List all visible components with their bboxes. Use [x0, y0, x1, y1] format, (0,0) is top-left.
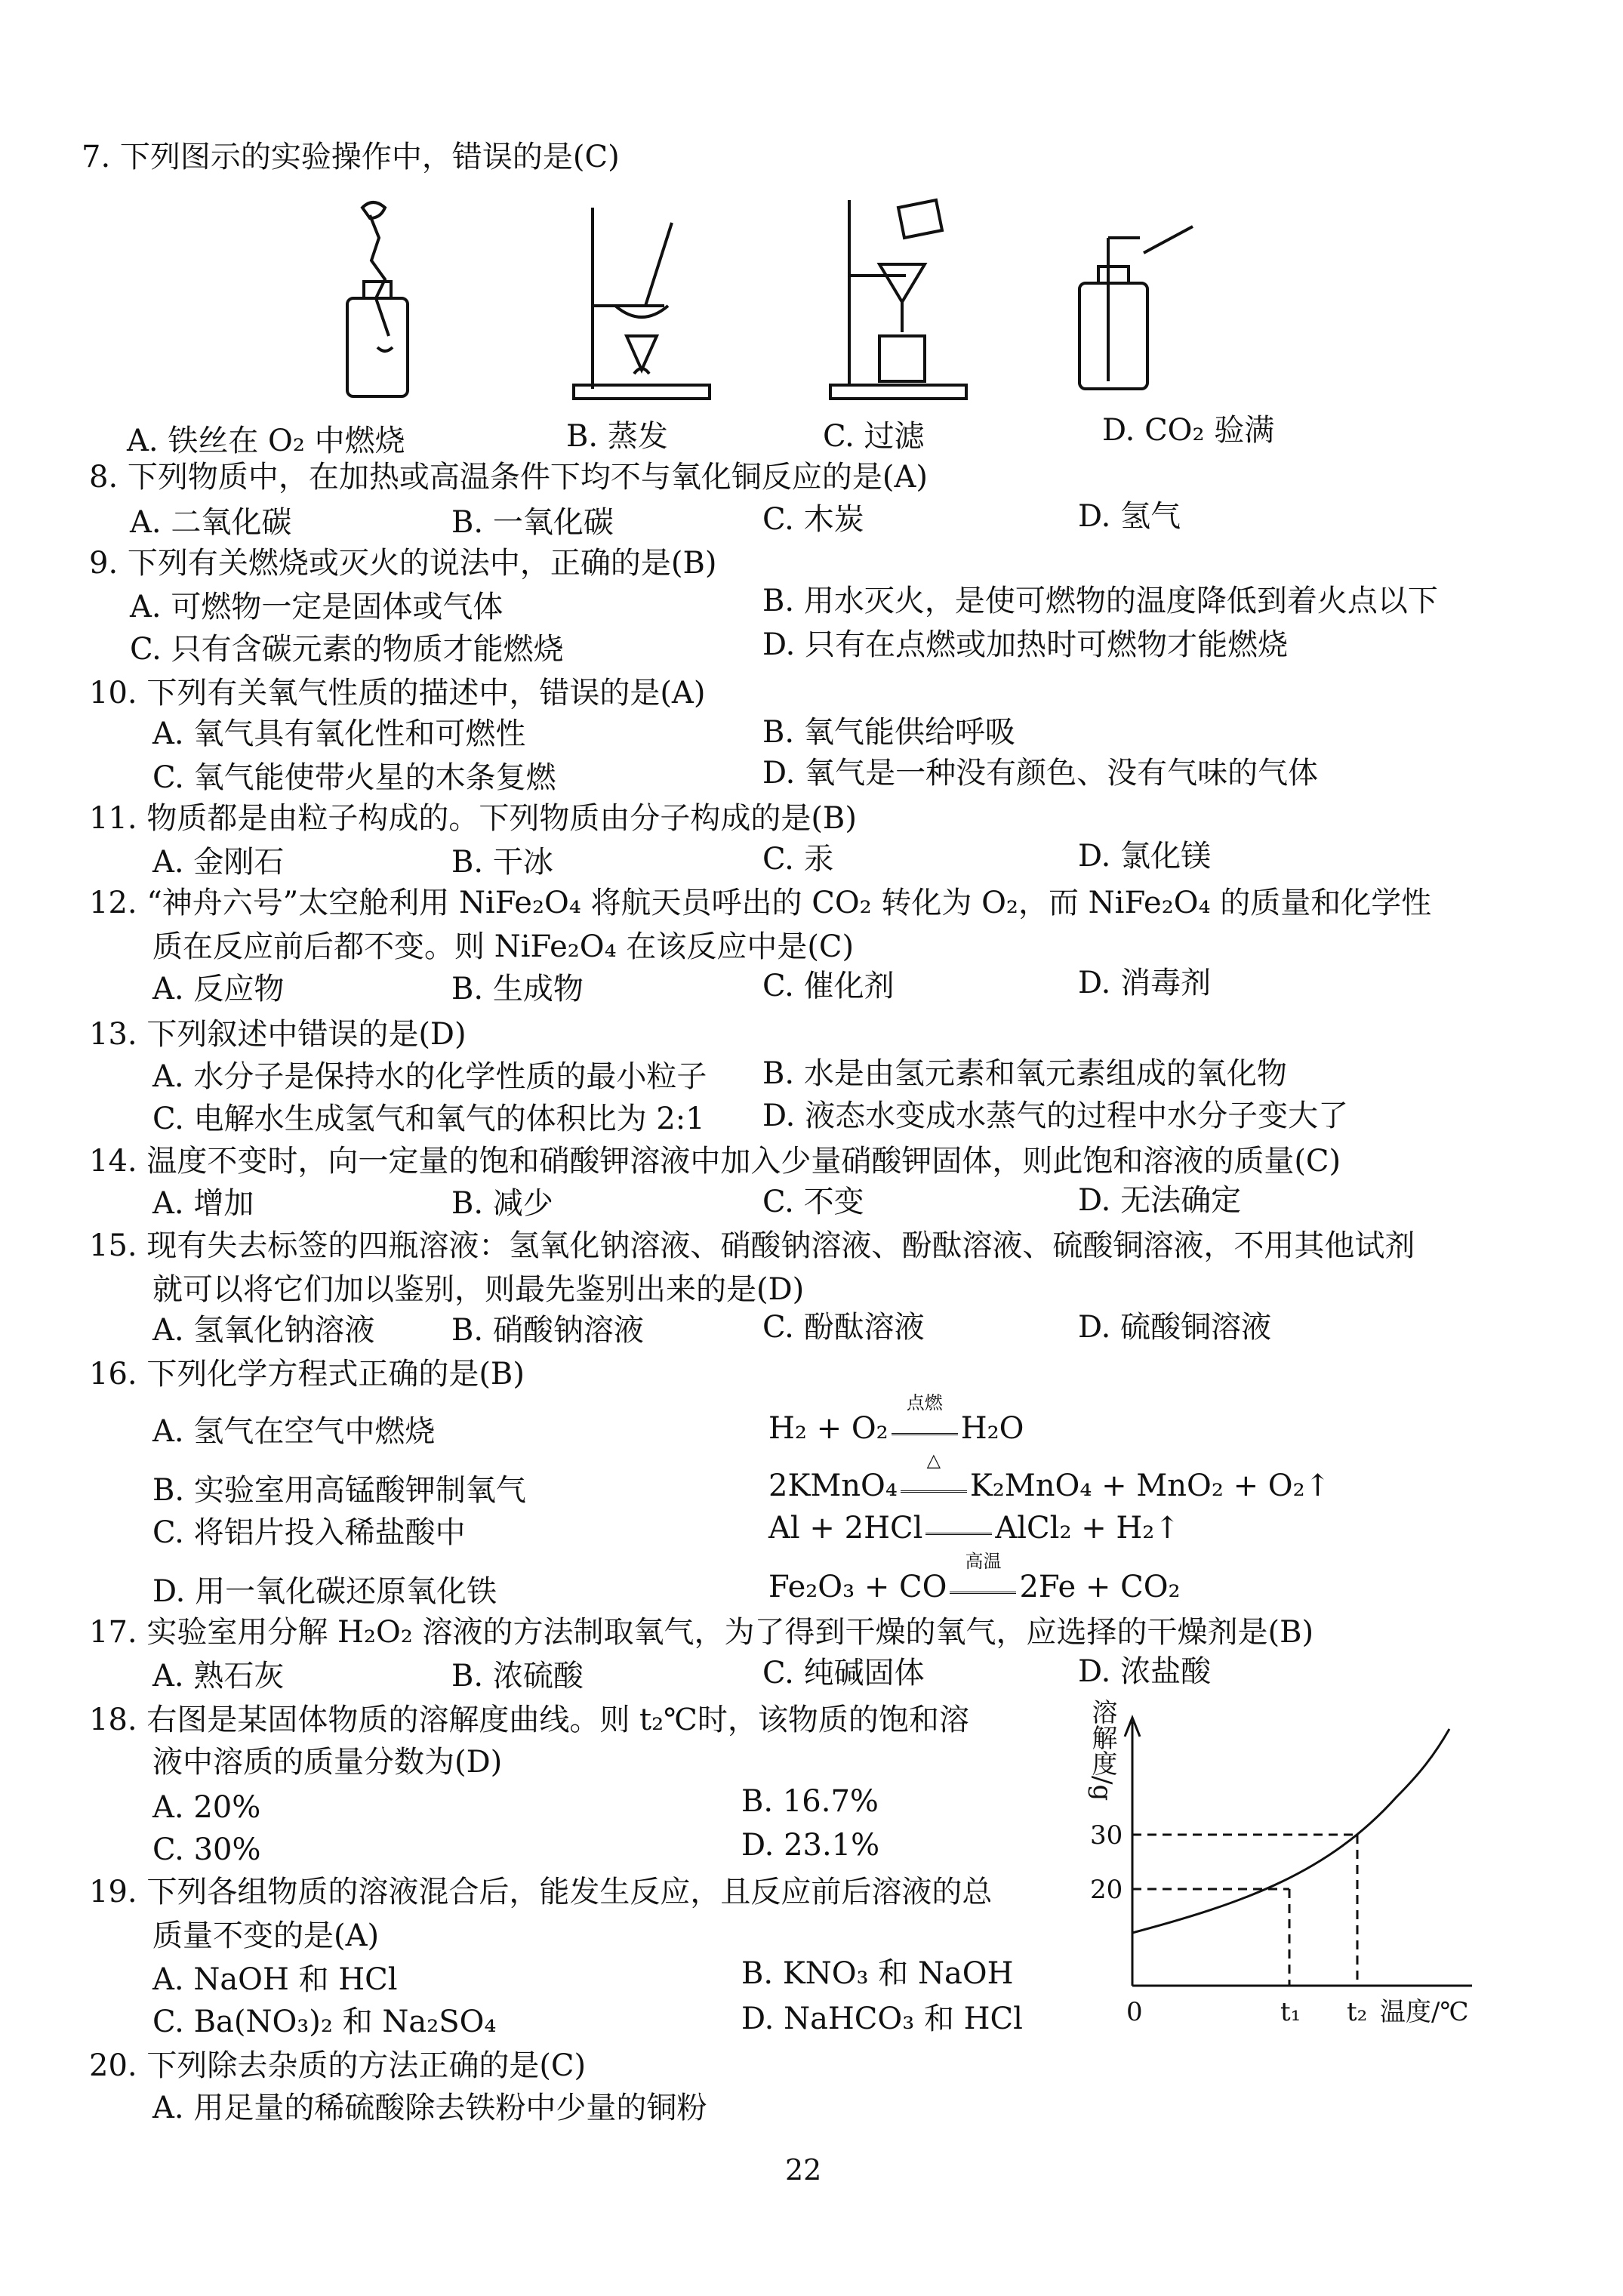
- solubility-curve-graph: [1079, 1684, 1517, 2039]
- q13-option-a: A. 水分子是保持水的化学性质的最小粒子: [152, 1059, 707, 1094]
- q7-option-a: A. 铁丝在 O₂ 中燃烧: [127, 424, 405, 458]
- eq-d-right: 2Fe + CO₂: [1019, 1570, 1181, 1604]
- q10-option-d: D. 氧气是一种没有颜色、没有气味的气体: [762, 756, 1319, 791]
- q19-option-b: B. KNO₃ 和 NaOH: [741, 1956, 1014, 1991]
- q16-equation-c: [768, 1507, 1180, 1549]
- q12-option-c: C. 催化剂: [762, 969, 895, 1003]
- graph-ytick-20: 20: [1090, 1875, 1123, 1905]
- q7-option-b: B. 蒸发: [566, 419, 668, 454]
- q10-option-b: B. 氧气能供给呼吸: [762, 715, 1015, 750]
- q9-option-c: C. 只有含碳元素的物质才能燃烧: [130, 632, 564, 667]
- graph-ylabel: 溶解度/g: [1087, 1699, 1117, 1801]
- q16-equation-a: [768, 1392, 1024, 1450]
- q16-option-c: C. 将铝片投入稀盐酸中: [152, 1515, 466, 1550]
- eq-a-condition: 点燃: [906, 1392, 943, 1413]
- q11-stem: 11. 物质都是由粒子构成的。下列物质由分子构成的是(B): [89, 801, 857, 836]
- q13-option-d: D. 液态水变成水蒸气的过程中水分子变大了: [762, 1099, 1349, 1133]
- iron-wire-bottle-icon: [347, 202, 408, 396]
- q15-option-b: B. 硝酸钠溶液: [451, 1313, 644, 1348]
- eq-c-left: Al + 2HCl: [768, 1511, 923, 1546]
- q10-stem: 10. 下列有关氧气性质的描述中，错误的是(A): [89, 676, 706, 710]
- graph-ytick-30: 30: [1090, 1820, 1123, 1851]
- q9-option-a: A. 可燃物一定是固体或气体: [130, 590, 504, 624]
- q15-stem-line1: 15. 现有失去标签的四瓶溶液：氢氧化钠溶液、硝酸钠溶液、酚酞溶液、硫酸铜溶液，不用其他试剂: [89, 1228, 1415, 1263]
- graph-xlabel: 温度/℃: [1380, 1997, 1469, 2027]
- q18-option-c: C. 30%: [152, 1832, 261, 1867]
- q15-option-d: D. 硫酸铜溶液: [1078, 1310, 1272, 1345]
- q10-option-a: A. 氧气具有氧化性和可燃性: [152, 717, 526, 751]
- q9-option-b: B. 用水灭火，是使可燃物的温度降低到着火点以下: [762, 584, 1438, 618]
- q11-option-d: D. 氯化镁: [1078, 839, 1212, 874]
- q8-option-d: D. 氢气: [1078, 499, 1181, 534]
- q8-option-c: C. 木炭: [762, 502, 864, 537]
- eq-a-left: H₂ + O₂: [768, 1411, 888, 1446]
- eq-c-arrow: [925, 1510, 992, 1538]
- q14-option-a: A. 增加: [152, 1186, 254, 1221]
- eq-d-left: Fe₂O₃ + CO: [768, 1570, 947, 1604]
- q7-stem: 7. 下列图示的实验操作中，错误的是(C): [82, 140, 620, 174]
- graph-xtick-t2: t₂: [1347, 1997, 1368, 2027]
- graph-xtick-t1: t₁: [1280, 1997, 1301, 2027]
- q11-option-c: C. 汞: [762, 842, 834, 877]
- q17-option-b: B. 浓硫酸: [451, 1659, 584, 1693]
- q14-option-c: C. 不变: [762, 1185, 864, 1219]
- q18-option-a: A. 20%: [152, 1790, 261, 1825]
- q8-option-a: A. 二氧化碳: [130, 505, 292, 540]
- q16-option-a: A. 氢气在空气中燃烧: [152, 1414, 436, 1449]
- q16-option-b: B. 实验室用高锰酸钾制氧气: [152, 1473, 526, 1508]
- eq-a-arrow: [892, 1392, 958, 1438]
- q12-stem-line2: 质在反应前后都不变。则 NiFe₂O₄ 在该反应中是(C): [152, 929, 855, 964]
- q14-option-b: B. 减少: [451, 1186, 553, 1221]
- q18-stem-line2: 液中溶质的质量分数为(D): [152, 1745, 503, 1780]
- q9-stem: 9. 下列有关燃烧或灭火的说法中，正确的是(B): [89, 546, 717, 581]
- eq-d-condition: 高温: [965, 1551, 1002, 1572]
- solubility-curve: [1132, 1729, 1449, 1933]
- q8-option-b: B. 一氧化碳: [451, 505, 614, 540]
- q20-option-a: A. 用足量的稀硫酸除去铁粉中少量的铜粉: [152, 2091, 707, 2125]
- q12-option-a: A. 反应物: [152, 972, 285, 1006]
- q14-stem: 14. 温度不变时，向一定量的饱和硝酸钾溶液中加入少量硝酸钾固体，则此饱和溶液的质量(C): [89, 1144, 1341, 1179]
- q16-equation-b: [768, 1450, 1331, 1507]
- q13-option-b: B. 水是由氢元素和氧元素组成的氧化物: [762, 1056, 1287, 1091]
- q19-option-a: A. NaOH 和 HCl: [152, 1962, 398, 1997]
- eq-b-right: K₂MnO₄ + MnO₂ + O₂↑: [969, 1469, 1331, 1503]
- q12-stem-line1: 12. “神舟六号”太空舱利用 NiFe₂O₄ 将航天员呼出的 CO₂ 转化为 O₂，而 NiFe₂O₄ 的质量和化学性: [89, 886, 1432, 920]
- q12-option-b: B. 生成物: [451, 972, 584, 1006]
- q18-option-b: B. 16.7%: [741, 1784, 879, 1819]
- q12-option-d: D. 消毒剂: [1078, 966, 1212, 1000]
- eq-b-condition: △: [926, 1450, 941, 1471]
- q13-option-c: C. 电解水生成氢气和氧气的体积比为 2:1: [152, 1102, 705, 1136]
- q20-stem: 20. 下列除去杂质的方法正确的是(C): [89, 2048, 587, 2083]
- q19-stem-line2: 质量不变的是(A): [152, 1918, 380, 1953]
- q15-option-c: C. 酚酞溶液: [762, 1310, 925, 1345]
- q9-option-d: D. 只有在点燃或加热时可燃物才能燃烧: [762, 627, 1289, 662]
- q16-option-d: D. 用一氧化碳还原氧化铁: [152, 1574, 497, 1609]
- q11-option-b: B. 干冰: [451, 845, 553, 880]
- q17-option-a: A. 熟石灰: [152, 1659, 285, 1693]
- q10-option-c: C. 氧气能使带火星的木条复燃: [152, 760, 556, 795]
- q15-option-a: A. 氢氧化钠溶液: [152, 1313, 375, 1348]
- eq-b-left: 2KMnO₄: [768, 1469, 898, 1503]
- q19-option-c: C. Ba(NO₃)₂ 和 Na₂SO₄: [152, 2005, 497, 2039]
- q17-stem: 17. 实验室用分解 H₂O₂ 溶液的方法制取氧气，为了得到干燥的氧气，应选择的干燥剂是(B): [89, 1615, 1314, 1650]
- eq-a-right: H₂O: [960, 1411, 1024, 1446]
- graph-origin: 0: [1126, 1997, 1143, 2027]
- evaporation-stand-icon: [574, 208, 710, 399]
- eq-d-arrow: [950, 1551, 1016, 1597]
- q7-option-c: C. 过滤: [823, 419, 925, 454]
- q7-apparatus-figure: [317, 193, 1223, 419]
- q13-stem: 13. 下列叙述中错误的是(D): [89, 1017, 467, 1052]
- q16-equation-d: [768, 1551, 1181, 1608]
- gas-bottle-icon: [1079, 227, 1193, 389]
- q11-option-a: A. 金刚石: [152, 845, 285, 880]
- q8-stem: 8. 下列物质中，在加热或高温条件下均不与氧化铜反应的是(A): [89, 460, 928, 495]
- q17-option-c: C. 纯碱固体: [762, 1656, 925, 1690]
- q19-stem-line1: 19. 下列各组物质的溶液混合后，能发生反应，且反应前后溶液的总: [89, 1875, 993, 1909]
- page-number: 22: [785, 2153, 822, 2187]
- q18-option-d: D. 23.1%: [741, 1828, 880, 1863]
- eq-b-arrow: [901, 1450, 967, 1496]
- eq-c-right: AlCl₂ + H₂↑: [995, 1511, 1180, 1546]
- q14-option-d: D. 无法确定: [1078, 1183, 1242, 1218]
- q7-option-d: D. CO₂ 验满: [1102, 413, 1275, 448]
- filtration-stand-icon: [830, 200, 966, 399]
- q17-option-d: D. 浓盐酸: [1078, 1654, 1212, 1689]
- q19-option-d: D. NaHCO₃ 和 HCl: [741, 2002, 1023, 2036]
- q18-stem-line1: 18. 右图是某固体物质的溶解度曲线。则 t₂℃时，该物质的饱和溶: [89, 1703, 969, 1737]
- q15-stem-line2: 就可以将它们加以鉴别，则最先鉴别出来的是(D): [152, 1272, 805, 1307]
- q16-stem: 16. 下列化学方程式正确的是(B): [89, 1357, 525, 1391]
